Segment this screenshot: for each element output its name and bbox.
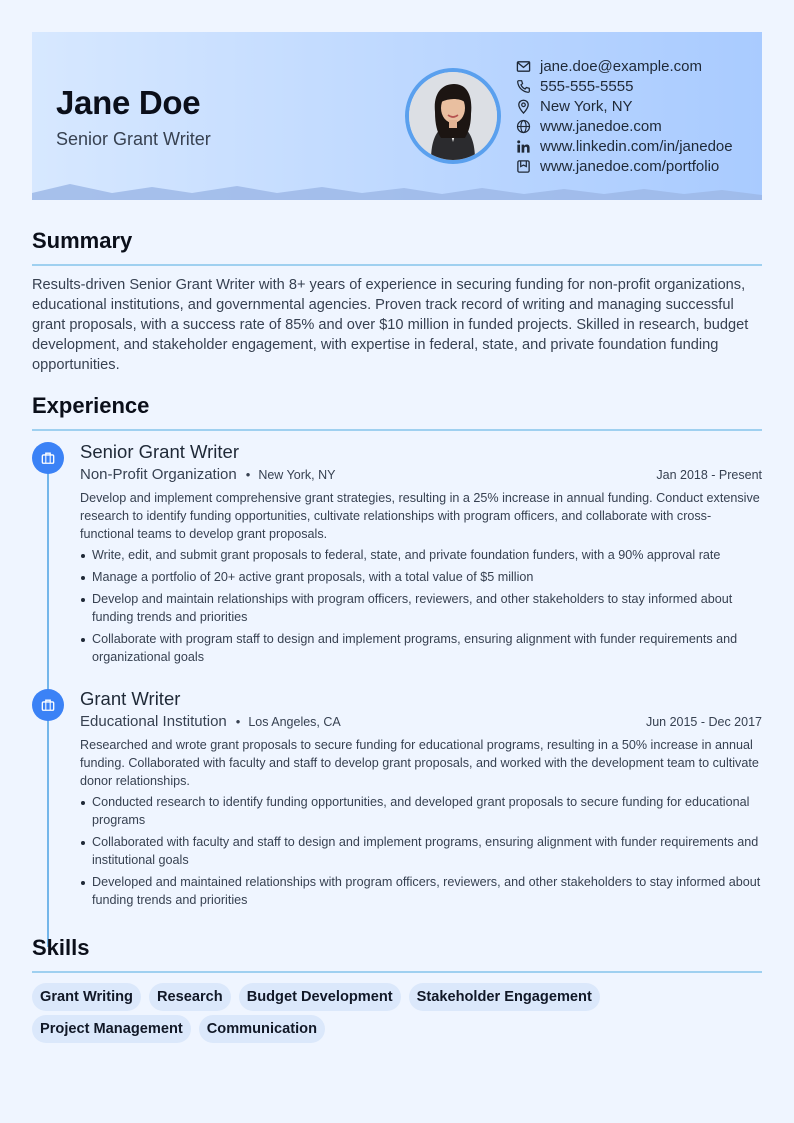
briefcase-icon (32, 689, 64, 721)
separator-dot: • (235, 714, 241, 729)
job-description: Develop and implement comprehensive grant strategies, resulting in a 25% increase in annual funding. Conduct extensive research to identify funding opportunities, cultivate relationships with program officers, and collaborate with cross-functional teams to develop grant proposals. (80, 491, 760, 541)
globe-icon (516, 118, 540, 134)
contact-linkedin[interactable] (516, 136, 733, 156)
contact-location (516, 96, 733, 116)
contact-portfolio-text: www.janedoe.com/portfolio (540, 157, 720, 175)
job-bullet: Collaborated with faculty and staff to design and implement programs, ensuring alignment with funder requirements and institutional goals (80, 833, 762, 869)
separator-dot: • (245, 467, 251, 482)
job-organization: Non-Profit Organization (80, 466, 237, 483)
skill-chip: Research (149, 983, 231, 1011)
job-bullet: Manage a portfolio of 20+ active grant proposals, with a total value of $5 million (80, 568, 762, 586)
contact-email-text: jane.doe@example.com (540, 57, 702, 75)
skills-list (32, 983, 762, 1047)
job-bullet: Collaborate with program staff to design and implement programs, ensuring alignment with funder requirements and organizational goals (80, 630, 762, 666)
contact-list (516, 56, 733, 176)
candidate-title: Senior Grant Writer (56, 129, 211, 149)
contact-linkedin-text: www.linkedin.com/in/janedoe (540, 137, 733, 155)
job-location: Los Angeles, CA (248, 715, 341, 729)
summary-text: Results-driven Senior Grant Writer with 8+ years of experience in securing funding for non-profit organizations, educational institutions, and governmental agencies. Proven track record of writing and managing successful grant proposals, with a success rate of 85% and over $10 million in funded projects. Skilled in research, budget development, and stakeholder engagement, with expertise in federal, state, and private foundation funding opportunities. (32, 277, 749, 373)
resume-page (32, 32, 762, 1037)
job-description: Researched and wrote grant proposals to secure funding for educational programs, resulting in a 50% increase in annual funding. Collaborated with faculty and staff to develop grant proposals, and worked with the development team to cultivate donor relationships. (80, 738, 759, 788)
profile-photo (405, 68, 501, 164)
linkedin-icon (516, 138, 540, 154)
skill-chip: Grant Writing (32, 983, 141, 1011)
job-bullet: Write, edit, and submit grant proposals to federal, state, and private foundation funders, with a 90% approval rate (80, 546, 762, 564)
contact-website[interactable] (516, 116, 733, 136)
experience-heading: Experience (32, 393, 762, 431)
job-organization: Educational Institution (80, 713, 227, 730)
job-bullet: Conducted research to identify funding opportunities, and developed grant proposals to secure funding for educational programs (80, 793, 762, 829)
contact-phone-text: 555-555-5555 (540, 77, 634, 95)
skill-chip: Budget Development (239, 983, 401, 1011)
header-mountain-decoration (32, 182, 762, 200)
job-bullet: Develop and maintain relationships with program officers, reviewers, and other stakeholders to stay informed about funding trends and priorities (80, 590, 762, 626)
skill-chip: Stakeholder Engagement (409, 983, 600, 1011)
contact-website-text: www.janedoe.com (540, 117, 662, 135)
contact-email[interactable] (516, 56, 733, 76)
job-location: New York, NY (258, 468, 336, 482)
summary-heading: Summary (32, 228, 762, 266)
briefcase-icon (32, 442, 64, 474)
summary-section (32, 228, 762, 375)
portfolio-icon (516, 158, 540, 174)
skills-section (32, 935, 762, 1047)
job-role: Grant Writer (80, 688, 181, 709)
experience-section (32, 393, 762, 907)
skill-chip: Project Management (32, 1015, 191, 1043)
job-bullets (80, 793, 762, 909)
job-bullets (80, 546, 762, 666)
job-dates: Jan 2018 - Present (656, 468, 762, 482)
contact-portfolio[interactable] (516, 156, 733, 176)
contact-location-text: New York, NY (540, 97, 633, 115)
skills-heading: Skills (32, 935, 762, 973)
skill-chip: Communication (199, 1015, 325, 1043)
resume-header (32, 32, 762, 200)
contact-phone[interactable] (516, 76, 733, 96)
location-pin-icon (516, 98, 540, 114)
phone-icon (516, 78, 540, 94)
mail-icon (516, 58, 540, 74)
candidate-name: Jane Doe (56, 84, 201, 121)
job-bullet: Developed and maintained relationships with program officers, reviewers, and other stakeholders to stay informed about funding trends and priorities (80, 873, 762, 909)
job-dates: Jun 2015 - Dec 2017 (645, 715, 762, 729)
job-role: Senior Grant Writer (80, 441, 240, 462)
